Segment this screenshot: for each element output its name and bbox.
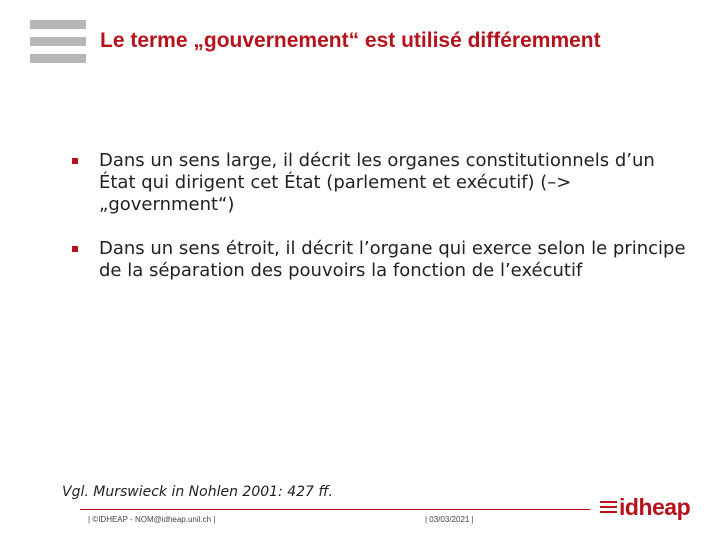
bullet-list [70,150,690,304]
footer-divider [80,509,590,510]
decoration-bar [30,20,86,29]
bullet-item [70,238,690,282]
square-bullet-icon [72,158,78,164]
square-bullet-icon [72,246,78,252]
bullet-text: Dans un sens étroit, il décrit l’organe qui exerce selon le principe de la séparation des pouvoirs la fonction de l’exécutif [99,238,686,281]
slide-title: Le terme „gouvernement“ est utilisé différemment [100,29,601,52]
brand-name: idheap [619,493,691,520]
citation: Vgl. Murswieck in Nohlen 2001: 427 ff. [62,484,333,500]
header-decoration-bars [30,20,86,71]
bullet-text: Dans un sens large, il décrit les organes constitutionnels d’un État qui dirigent cet État (parlement et exécutif) (–> „government“) [99,150,655,215]
decoration-bar [30,37,86,46]
decoration-bar [30,54,86,63]
footer-contact: | ©IDHEAP - NOM@idheap.unil.ch | [88,515,216,524]
logo-lines-icon [600,498,617,516]
footer-date: | 03/03/2021 | [425,515,474,524]
idheap-logo [600,494,690,520]
bullet-item [70,150,690,216]
